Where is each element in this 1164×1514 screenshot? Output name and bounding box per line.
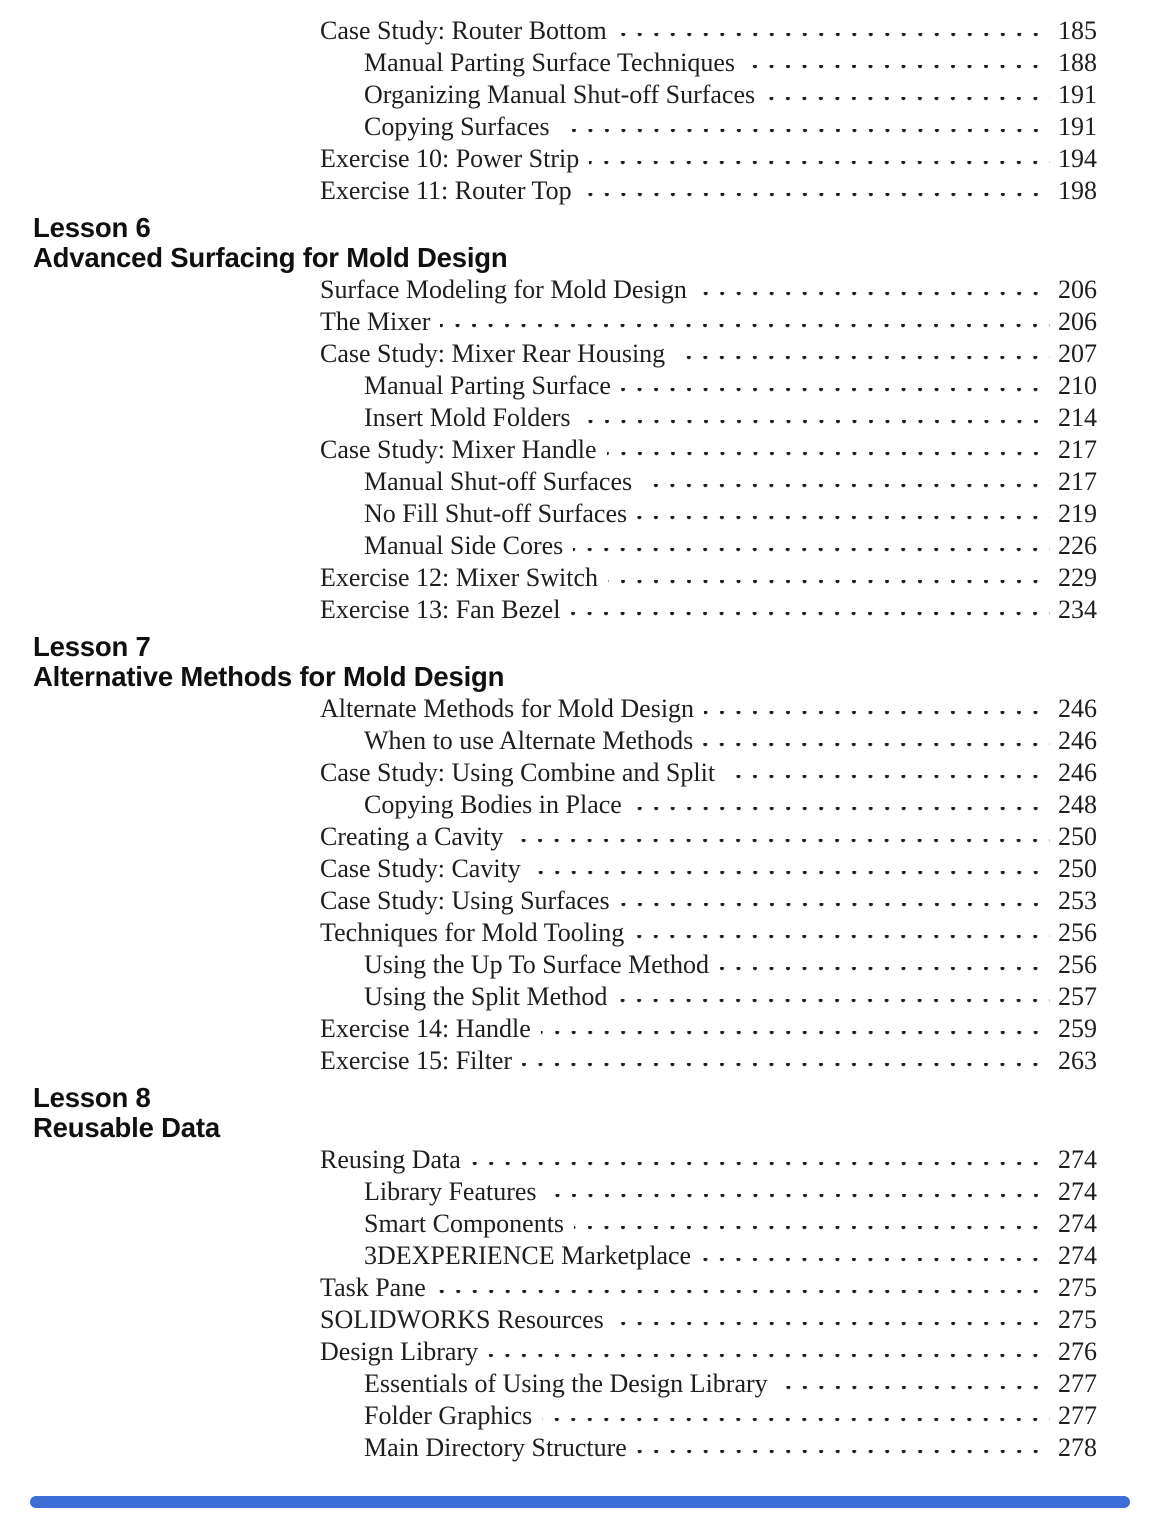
toc-entry: [364, 1240, 1164, 1272]
dot-leader: [617, 999, 1050, 1005]
entry-page: 274: [1058, 1177, 1097, 1206]
entry-title: Manual Shut-off Surfaces: [364, 467, 633, 496]
toc-entry: [320, 821, 1164, 853]
entry-page: 274: [1058, 1145, 1097, 1174]
entry-page: 275: [1058, 1273, 1097, 1302]
toc-entry: [320, 885, 1164, 917]
dot-leader: [570, 612, 1050, 618]
entry-title: 3DEXPERIENCE Marketplace: [364, 1241, 692, 1270]
toc-entry: [320, 434, 1164, 466]
horizontal-scrollbar[interactable]: [30, 1496, 1130, 1508]
entry-title: Case Study: Mixer Handle: [320, 435, 597, 464]
dot-leader: [642, 484, 1050, 490]
lesson-heading: [33, 632, 1164, 692]
toc-entry: [320, 853, 1164, 885]
toc-entry: [364, 1400, 1164, 1432]
entry-title: Smart Components: [364, 1209, 565, 1238]
dot-leader: [637, 516, 1050, 522]
toc-entry: [320, 306, 1164, 338]
entry-page: 207: [1058, 339, 1097, 368]
dot-leader: [725, 775, 1050, 781]
entry-page: 198: [1058, 176, 1097, 205]
entry-page: 275: [1058, 1305, 1097, 1334]
dot-leader: [701, 1258, 1050, 1264]
entry-page: 246: [1058, 758, 1097, 787]
dot-leader: [608, 580, 1050, 586]
entry-page: 226: [1058, 531, 1097, 560]
toc-entry: [320, 1045, 1164, 1077]
toc-entry: [320, 1144, 1164, 1176]
toc-entry: [364, 79, 1164, 111]
entry-page: 246: [1058, 694, 1097, 723]
toc-entry: [320, 338, 1164, 370]
entry-page: 276: [1058, 1337, 1097, 1366]
entry-page: 274: [1058, 1241, 1097, 1270]
entry-title: Alternate Methods for Mold Design: [320, 694, 695, 723]
entry-title: Copying Bodies in Place: [364, 790, 622, 819]
entry-title: The Mixer: [320, 307, 431, 336]
entry-page: 188: [1058, 48, 1097, 77]
dot-leader: [697, 292, 1050, 298]
dot-leader: [560, 129, 1050, 135]
dot-leader: [547, 1194, 1050, 1200]
dot-leader: [488, 1354, 1050, 1360]
entry-page: 274: [1058, 1209, 1097, 1238]
entry-title: Using the Up To Surface Method: [364, 950, 710, 979]
entry-title: Reusing Data: [320, 1145, 461, 1174]
dot-leader: [440, 324, 1050, 330]
lesson-heading: [33, 1083, 1164, 1143]
entry-page: 250: [1058, 822, 1097, 851]
dot-leader: [614, 1322, 1050, 1328]
toc-entry: [320, 1336, 1164, 1368]
dot-leader: [607, 452, 1050, 458]
toc-entry: [364, 949, 1164, 981]
entry-title: Insert Mold Folders: [364, 403, 571, 432]
lesson-number: Lesson 6: [33, 212, 151, 243]
entry-page: 229: [1058, 563, 1097, 592]
toc-entry: [364, 789, 1164, 821]
toc-entry: [364, 725, 1164, 757]
dot-leader: [778, 1386, 1050, 1392]
entry-page: 259: [1058, 1014, 1097, 1043]
toc-entry: [364, 111, 1164, 143]
entry-page: 191: [1058, 112, 1097, 141]
entry-title: Folder Graphics: [364, 1401, 533, 1430]
dot-leader: [542, 1418, 1050, 1424]
toc-entry: [320, 15, 1164, 47]
toc-entry: [364, 498, 1164, 530]
dot-leader: [703, 743, 1050, 749]
dot-leader: [634, 935, 1050, 941]
entry-title: Exercise 15: Filter: [320, 1046, 513, 1075]
entry-page: 234: [1058, 595, 1097, 624]
lesson-title: Alternative Methods for Mold Design: [33, 661, 505, 692]
toc-entry: [364, 530, 1164, 562]
toc-entry: [320, 757, 1164, 789]
lesson-title: Reusable Data: [33, 1112, 220, 1143]
entry-title: Design Library: [320, 1337, 479, 1366]
entry-title: Manual Parting Surface Techniques: [364, 48, 735, 77]
dot-leader: [617, 33, 1050, 39]
dot-leader: [541, 1031, 1050, 1037]
entry-title: Exercise 14: Handle: [320, 1014, 531, 1043]
entry-title: Exercise 10: Power Strip: [320, 144, 580, 173]
entry-title: Using the Split Method: [364, 982, 608, 1011]
toc-entry: [320, 1013, 1164, 1045]
entry-title: Essentials of Using the Design Library: [364, 1369, 768, 1398]
entry-title: Case Study: Cavity: [320, 854, 521, 883]
entry-page: 250: [1058, 854, 1097, 883]
entry-page: 214: [1058, 403, 1097, 432]
dot-leader: [522, 1063, 1050, 1069]
entry-title: SOLIDWORKS Resources: [320, 1305, 604, 1334]
entry-title: When to use Alternate Methods: [364, 726, 694, 755]
entry-page: 217: [1058, 435, 1097, 464]
dot-leader: [574, 1226, 1050, 1232]
entry-page: 219: [1058, 499, 1097, 528]
entry-title: Manual Side Cores: [364, 531, 564, 560]
entry-title: Task Pane: [320, 1273, 426, 1302]
dot-leader: [637, 1450, 1050, 1456]
lesson-number: Lesson 8: [33, 1082, 151, 1113]
dot-leader: [675, 356, 1050, 362]
dot-leader: [621, 388, 1050, 394]
dot-leader: [573, 548, 1050, 554]
toc-entry: [364, 1368, 1164, 1400]
entry-title: Exercise 13: Fan Bezel: [320, 595, 561, 624]
toc-entry: [320, 1304, 1164, 1336]
entry-title: Creating a Cavity: [320, 822, 504, 851]
entry-page: 256: [1058, 918, 1097, 947]
entry-page: 210: [1058, 371, 1097, 400]
dot-leader: [765, 97, 1050, 103]
entry-page: 248: [1058, 790, 1097, 819]
dot-leader: [719, 967, 1050, 973]
dot-leader: [745, 65, 1050, 71]
entry-page: 253: [1058, 886, 1097, 915]
dot-leader: [436, 1290, 1050, 1296]
entry-page: 256: [1058, 950, 1097, 979]
entry-title: Case Study: Using Combine and Split: [320, 758, 716, 787]
toc-entry: [320, 594, 1164, 626]
entry-page: 206: [1058, 275, 1097, 304]
toc-entry: [320, 693, 1164, 725]
toc-entry: [364, 1432, 1164, 1464]
toc-entry: [320, 175, 1164, 207]
entry-page: 217: [1058, 467, 1097, 496]
dot-leader: [704, 711, 1050, 717]
toc-entry: [320, 917, 1164, 949]
toc-entry: [320, 562, 1164, 594]
entry-page: 194: [1058, 144, 1097, 173]
entry-title: Case Study: Router Bottom: [320, 16, 607, 45]
entry-title: Case Study: Mixer Rear Housing: [320, 339, 666, 368]
dot-leader: [581, 420, 1050, 426]
dot-leader: [513, 839, 1050, 845]
entry-title: Exercise 12: Mixer Switch: [320, 563, 598, 592]
entry-title: Exercise 11: Router Top: [320, 176, 572, 205]
entry-page: 257: [1058, 982, 1097, 1011]
entry-title: Main Directory Structure: [364, 1433, 627, 1462]
entry-page: 278: [1058, 1433, 1097, 1462]
toc-entry: [364, 466, 1164, 498]
entry-page: 263: [1058, 1046, 1097, 1075]
entry-page: 246: [1058, 726, 1097, 755]
lesson-number: Lesson 7: [33, 631, 151, 662]
entry-page: 277: [1058, 1401, 1097, 1430]
dot-leader: [582, 193, 1050, 199]
toc-entry: [364, 1176, 1164, 1208]
entry-page: 206: [1058, 307, 1097, 336]
entry-title: No Fill Shut-off Surfaces: [364, 499, 628, 528]
toc-entry: [364, 402, 1164, 434]
entry-title: Techniques for Mold Tooling: [320, 918, 625, 947]
toc-entry: [320, 274, 1164, 306]
toc-entry: [320, 1272, 1164, 1304]
entry-title: Copying Surfaces: [364, 112, 550, 141]
entry-title: Surface Modeling for Mold Design: [320, 275, 687, 304]
dot-leader: [620, 903, 1050, 909]
entry-title: Library Features: [364, 1177, 537, 1206]
entry-title: Case Study: Using Surfaces: [320, 886, 610, 915]
lesson-heading: [33, 213, 1164, 273]
toc-entry: [364, 981, 1164, 1013]
entry-title: Organizing Manual Shut-off Surfaces: [364, 80, 756, 109]
lesson-title: Advanced Surfacing for Mold Design: [33, 242, 508, 273]
entry-page: 191: [1058, 80, 1097, 109]
toc-entry: [364, 47, 1164, 79]
toc-entry: [364, 1208, 1164, 1240]
dot-leader: [471, 1162, 1050, 1168]
entry-page: 185: [1058, 16, 1097, 45]
dot-leader: [632, 807, 1050, 813]
toc-entry: [320, 143, 1164, 175]
entry-page: 277: [1058, 1369, 1097, 1398]
toc-entry: [364, 370, 1164, 402]
dot-leader: [589, 161, 1050, 167]
entry-title: Manual Parting Surface: [364, 371, 611, 400]
dot-leader: [531, 871, 1050, 877]
